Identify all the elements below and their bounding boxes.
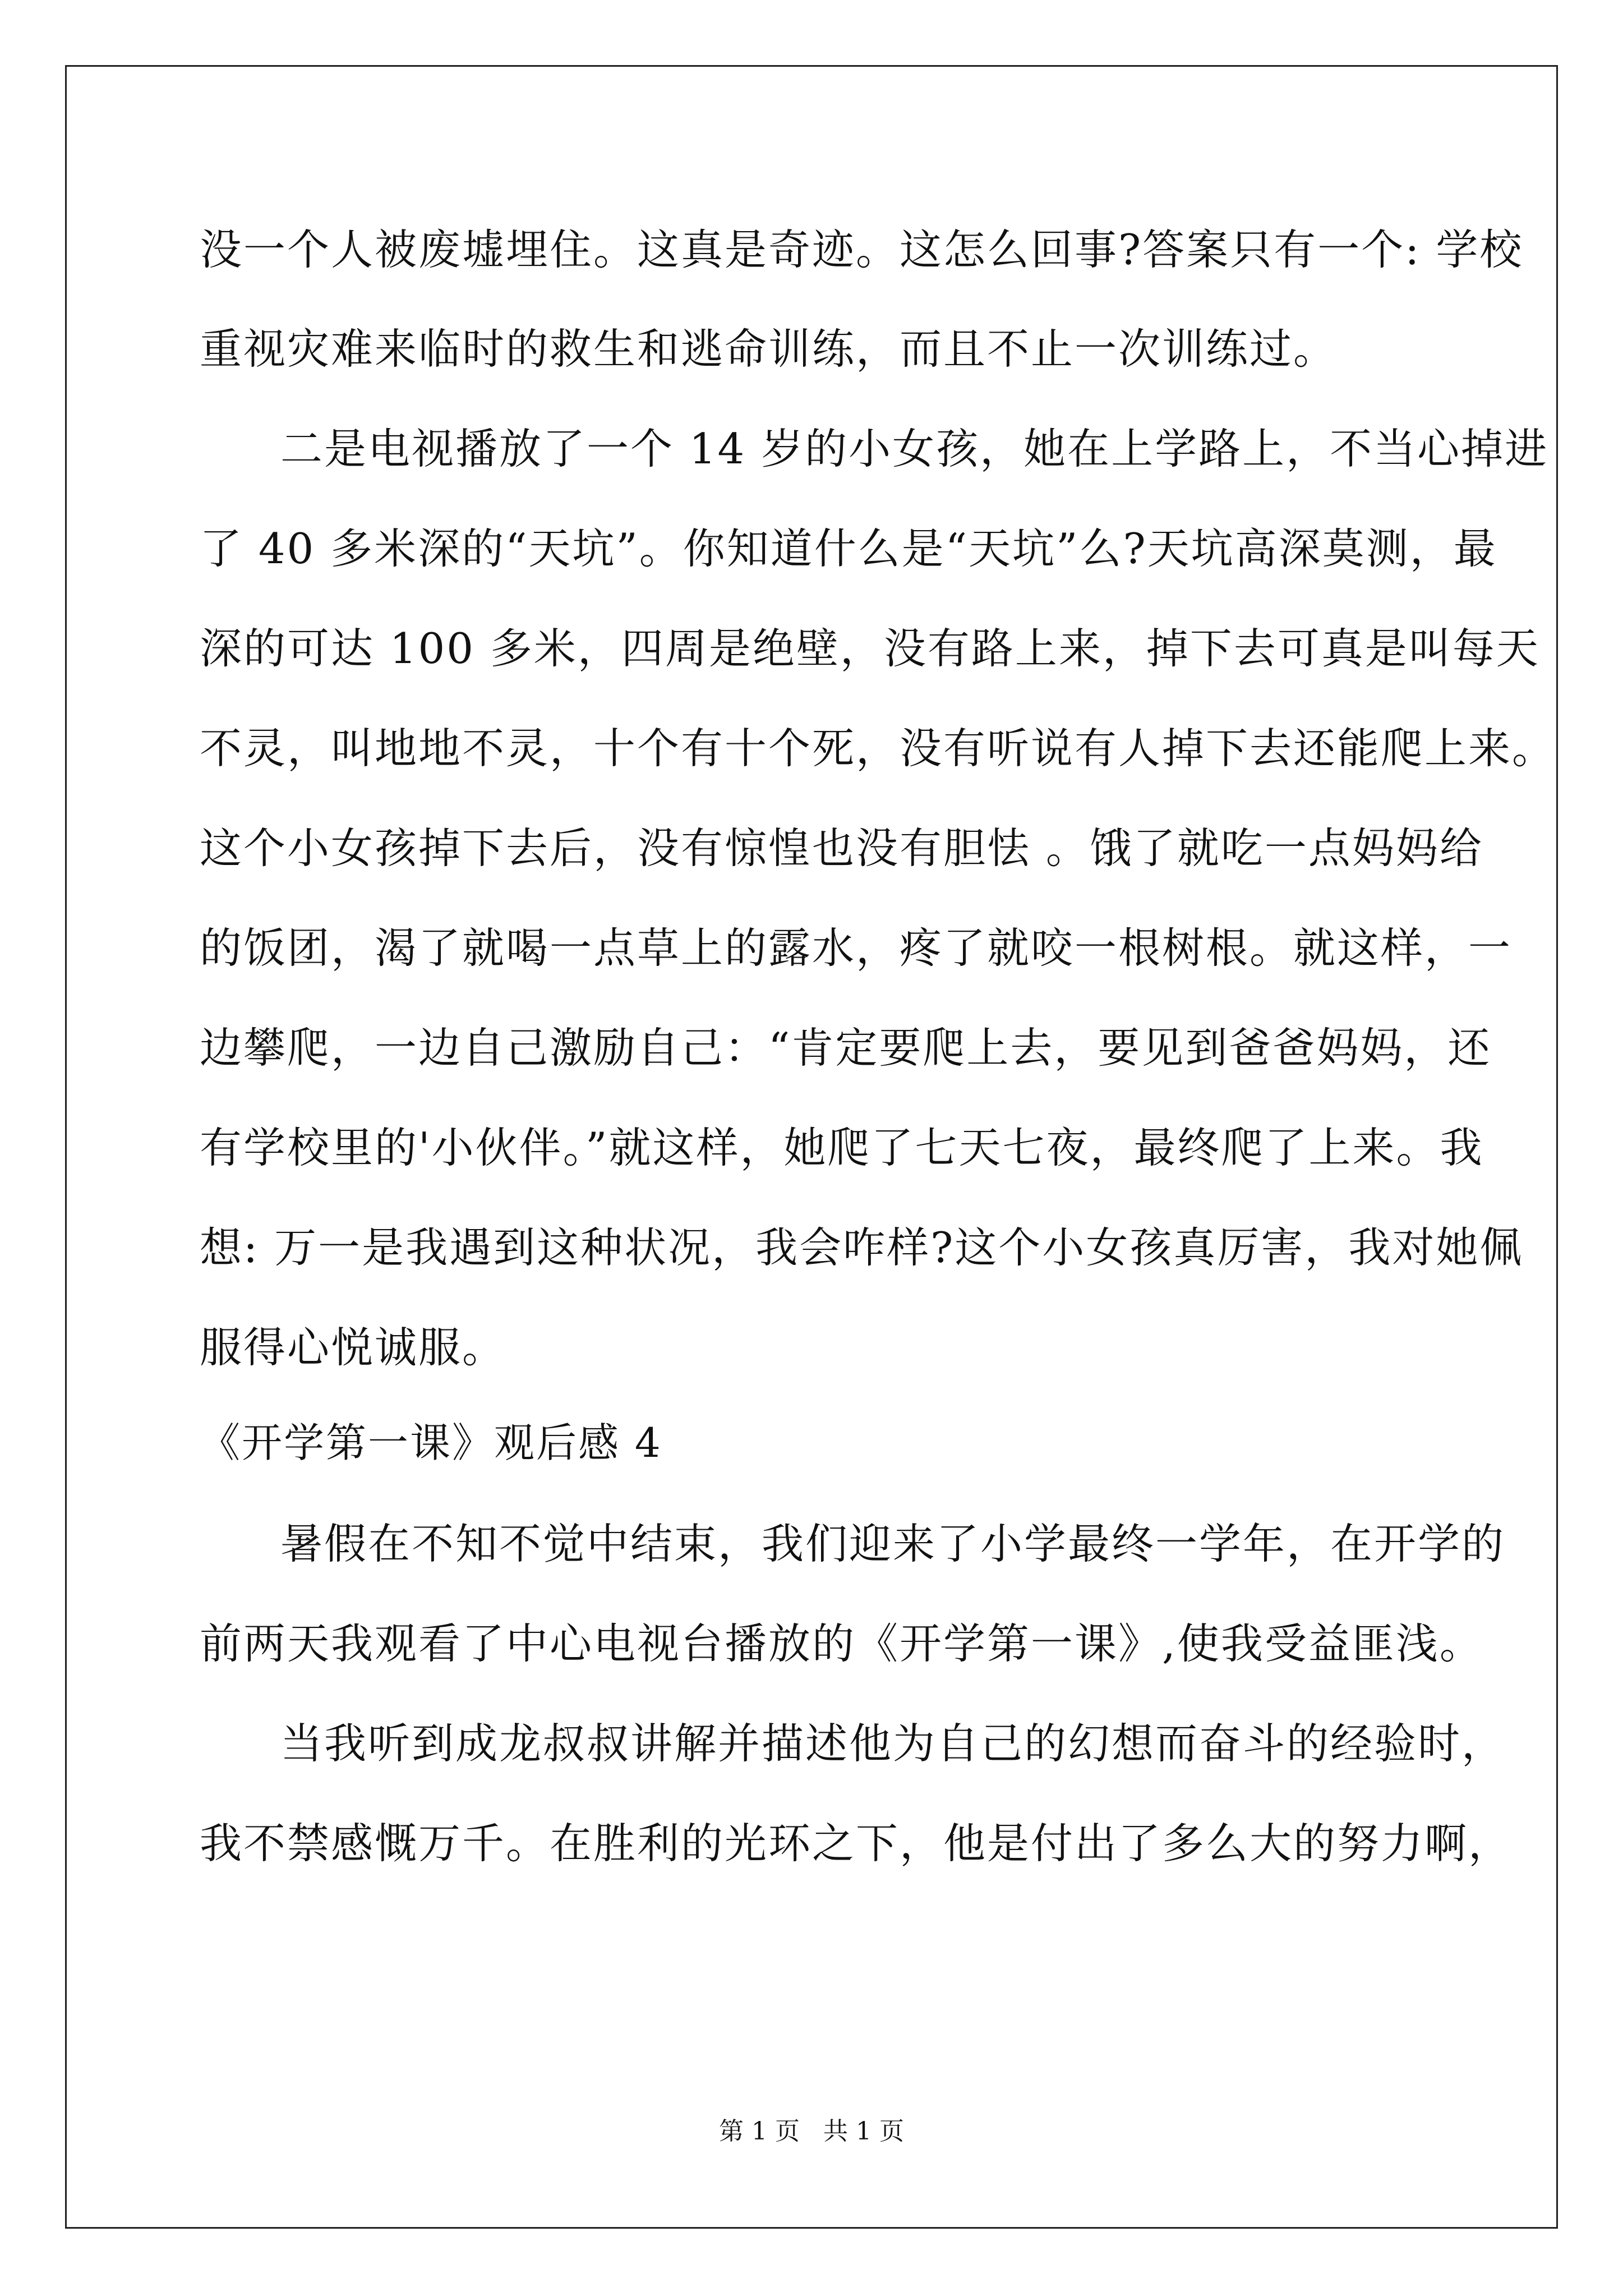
- text-line-3: 二是电视播放了一个 14 岁的小女孩，她在上学路上，不当心掉进: [280, 424, 1549, 473]
- text-line-12: 服得心悦诚服。: [200, 1323, 506, 1372]
- text-line-8: 的饭团，渴了就喝一点草上的露水，疼了就咬一根树根。就这样，一: [200, 923, 1513, 973]
- text-line-9: 边攀爬，一边自己激励自己：“肯定要爬上去，要见到爸爸妈妈，还: [200, 1023, 1492, 1073]
- text-line-6: 不灵，叫地地不灵，十个有十个死，没有听说有人掉下去还能爬上来。: [200, 724, 1556, 773]
- text-line-1: 没一个人被废墟埋住。这真是奇迹。这怎么回事?答案只有一个: 学校: [200, 225, 1524, 274]
- text-line-14: 前两天我观看了中心电视台播放的《开学第一课》,使我受益匪浅。: [200, 1619, 1483, 1668]
- text-line-4: 了 40 多米深的“天坑”。你知道什么是“天坑”么?天坑高深莫测，最: [200, 524, 1497, 573]
- text-line-13: 暑假在不知不觉中结束，我们迎来了小学最终一学年，在开学的: [280, 1519, 1506, 1568]
- text-line-15: 当我听到成龙叔叔讲解并描述他为自己的幻想而奋斗的经验时，: [280, 1719, 1506, 1768]
- section-heading: 《开学第一课》观后感 4: [200, 1419, 662, 1466]
- text-line-7: 这个小女孩掉下去后，没有惊惶也没有胆怯 。饿了就吃一点妈妈给: [200, 823, 1483, 873]
- text-line-2: 重视灾难来临时的救生和逃命训练，而且不止一次训练过。: [200, 324, 1338, 374]
- text-line-5: 深的可达 100 多米，四周是绝壁，没有路上来，掉下去可真是叫每天: [200, 624, 1540, 673]
- text-line-11: 想: 万一是我遇到这种状况，我会咋样?这个小女孩真厉害，我对她佩: [200, 1223, 1524, 1272]
- page-footer: 第 1 页 共 1 页: [719, 2117, 904, 2146]
- text-line-10: 有学校里的'小伙伴。”就这样，她爬了七天七夜，最终爬了上来。我: [200, 1123, 1484, 1172]
- text-line-16: 我不禁感慨万千。在胜利的光环之下，他是付出了多么大的努力啊，: [200, 1819, 1513, 1868]
